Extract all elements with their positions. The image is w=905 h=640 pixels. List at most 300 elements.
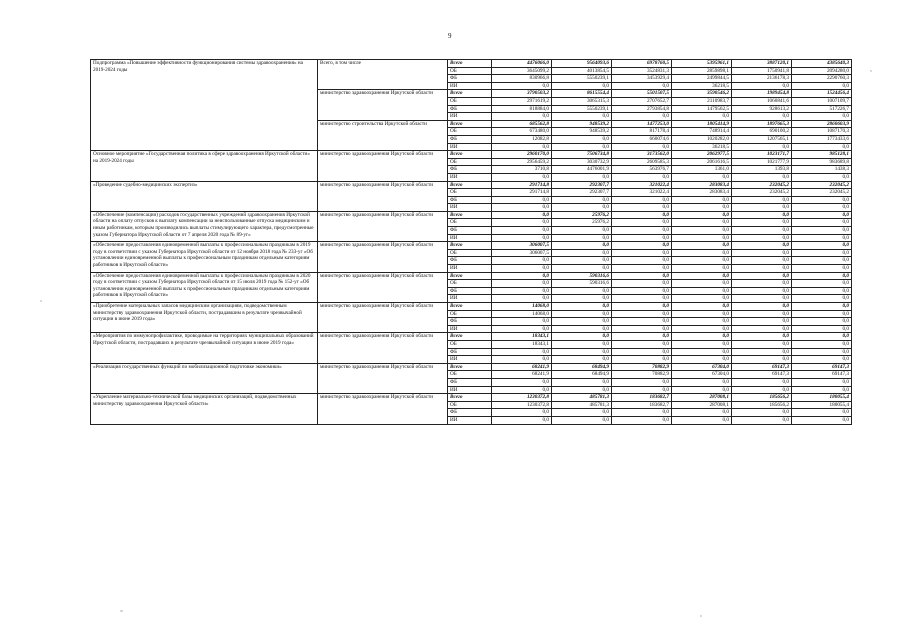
amount-cell: 0,0 — [552, 204, 612, 212]
amount-cell: 0,0 — [672, 295, 732, 303]
amount-cell: 0,0 — [612, 249, 672, 257]
amount-cell: 9564093,6 — [552, 60, 612, 68]
amount-cell: 0,0 — [612, 409, 672, 417]
amount-cell: 0,0 — [732, 113, 792, 121]
amount-cell: 185656,2 — [732, 401, 792, 409]
amount-cell: 0,0 — [792, 272, 852, 280]
amount-cell: 0,0 — [792, 249, 852, 257]
amount-cell: 0,0 — [552, 348, 612, 356]
amount-cell: 485781,3 — [552, 401, 612, 409]
amount-cell: 0,0 — [732, 325, 792, 333]
amount-cell: 0,0 — [492, 143, 552, 151]
amount-cell: 2956459,2 — [492, 158, 552, 166]
table-row — [91, 394, 852, 402]
amount-cell: 0,0 — [492, 287, 552, 295]
table-row — [91, 272, 852, 280]
scan-speck — [120, 610, 123, 612]
amount-cell: 36218,5 — [672, 143, 732, 151]
funding-source-cell: ОБ — [448, 340, 492, 348]
amount-cell: 0,0 — [672, 303, 732, 311]
amount-cell: 306007,5 — [492, 242, 552, 250]
funding-source-cell: ФБ — [448, 409, 492, 417]
program-name-cell: Основное мероприятие «Государственная политика в сфере здравоохранения Иркутской области» на 2019-2024 годы — [91, 151, 318, 181]
amount-cell: 1479562,5 — [672, 105, 732, 113]
amount-cell: 232045,2 — [792, 181, 852, 189]
funding-source-cell: ИИ — [448, 173, 492, 181]
funding-source-cell: Всего — [448, 272, 492, 280]
funding-source-cell: ФБ — [448, 105, 492, 113]
amount-cell: 0,0 — [552, 234, 612, 242]
amount-cell: 0,0 — [792, 295, 852, 303]
amount-cell: 983689,8 — [792, 158, 852, 166]
amount-cell: 0,0 — [492, 196, 552, 204]
program-name-cell: «Проведение судебно-медицинских экспертиз» — [91, 181, 318, 211]
amount-cell: 830966,8 — [492, 75, 552, 83]
amount-cell: 68241,9 — [492, 363, 552, 371]
amount-cell: 321022,4 — [612, 189, 672, 197]
executor-cell: министерство здравоохранения Иркутской области — [318, 272, 448, 302]
amount-cell: 0,0 — [552, 196, 612, 204]
amount-cell: 0,0 — [732, 173, 792, 181]
amount-cell: 0,0 — [672, 409, 732, 417]
amount-cell: 0,0 — [492, 82, 552, 90]
amount-cell: 2707652,7 — [612, 97, 672, 105]
amount-cell: 0,0 — [732, 196, 792, 204]
amount-cell: 0,0 — [732, 219, 792, 227]
amount-cell: 948539,2 — [552, 128, 612, 136]
funding-source-cell: ФБ — [448, 318, 492, 326]
amount-cell: 0,0 — [612, 143, 672, 151]
amount-cell: 0,0 — [612, 82, 672, 90]
amount-cell: 673480,0 — [492, 128, 552, 136]
amount-cell: 0,0 — [672, 348, 732, 356]
amount-cell: 2860603,9 — [792, 120, 852, 128]
amount-cell: 0,0 — [612, 318, 672, 326]
funding-source-cell: ИИ — [448, 143, 492, 151]
amount-cell: 7506734,8 — [552, 151, 612, 159]
amount-cell: 0,0 — [732, 204, 792, 212]
program-name-cell: «Обеспечение предоставления единовременной выплаты к профессиональным праздникам в 2020 году в соответствии с указом Губернатора Иркутской области от 15 июля 2019 года № 152-уг «Об установлении единовременной выплаты к профессиональным праздникам отдельным категориям работников в Иркутской области» — [91, 272, 318, 302]
amount-cell: 287008,1 — [672, 394, 732, 402]
executor-cell: министерство строительства Иркутской области — [318, 120, 448, 150]
amount-cell: 0,0 — [492, 234, 552, 242]
executor-cell: министерство здравоохранения Иркутской области — [318, 211, 448, 241]
amount-cell: 180055,4 — [792, 401, 852, 409]
funding-source-cell: ОБ — [448, 280, 492, 288]
amount-cell: 68494,9 — [552, 371, 612, 379]
amount-cell: 0,0 — [612, 242, 672, 250]
amount-cell: 3173562,0 — [612, 151, 672, 159]
amount-cell: 0,0 — [552, 325, 612, 333]
scan-speck — [870, 70, 872, 72]
program-name-cell: «Реализация государственных функций по мобилизационной подготовке экономики» — [91, 363, 318, 393]
amount-cell: 0,0 — [672, 257, 732, 265]
amount-cell: 5395961,1 — [672, 60, 732, 68]
amount-cell: 232045,2 — [732, 181, 792, 189]
program-name-cell: «Обеспечение предоставления единовременной выплаты к профессиональным праздникам в 2019 году в соответствии с указом Губернатора Иркутской области от 12 ноября 2018 года № 233-уг «Об установлении единовременной выплаты к профессиональным праздникам отдельным категориям работников в Иркутской области» — [91, 242, 318, 272]
amount-cell: 0,0 — [732, 356, 792, 364]
table-row — [91, 181, 852, 189]
funding-source-cell: ОБ — [448, 371, 492, 379]
amount-cell: 70882,9 — [612, 363, 672, 371]
funding-source-cell: Всего — [448, 151, 492, 159]
funding-source-cell: ОБ — [448, 401, 492, 409]
amount-cell: 3645099,2 — [492, 67, 552, 75]
program-name-cell: «Укрепление материально-технической базы медицинских организаций, подведомственных министерству здравоохранения Иркутской области» — [91, 394, 318, 424]
amount-cell: 1989454,8 — [732, 90, 792, 98]
executor-cell: министерство здравоохранения Иркутской области — [318, 90, 448, 120]
amount-cell: 0,0 — [792, 333, 852, 341]
executor-cell: министерство здравоохранения Иркутской области — [318, 151, 448, 181]
amount-cell: 36218,5 — [672, 82, 732, 90]
amount-cell: 0,0 — [732, 211, 792, 219]
amount-cell: 0,0 — [792, 257, 852, 265]
amount-cell: 0,0 — [552, 416, 612, 424]
amount-cell: 69147,3 — [732, 363, 792, 371]
table-row — [91, 333, 852, 341]
funding-source-cell: ОБ — [448, 189, 492, 197]
amount-cell: 0,0 — [672, 265, 732, 273]
executor-cell: Всего, в том числе — [318, 60, 448, 90]
amount-cell: 2499844,5 — [672, 75, 732, 83]
amount-cell: 0,0 — [792, 303, 852, 311]
amount-cell: 14068,0 — [492, 310, 552, 318]
executor-cell: министерство здравоохранения Иркутской области — [318, 181, 448, 211]
amount-cell: 0,0 — [732, 280, 792, 288]
amount-cell: 0,0 — [672, 340, 732, 348]
amount-cell: 0,0 — [792, 211, 852, 219]
amount-cell: 0,0 — [792, 416, 852, 424]
amount-cell: 0,0 — [492, 173, 552, 181]
amount-cell: 0,0 — [612, 325, 672, 333]
amount-cell: 0,0 — [612, 287, 672, 295]
amount-cell: 1773433,6 — [792, 135, 852, 143]
amount-cell: 0,0 — [792, 234, 852, 242]
amount-cell: 563976,7 — [612, 166, 672, 174]
amount-cell: 4385640,3 — [792, 60, 852, 68]
executor-cell: министерство здравоохранения Иркутской области — [318, 303, 448, 333]
amount-cell: 817178,4 — [612, 128, 672, 136]
table-row — [91, 60, 852, 68]
amount-cell: 291714,8 — [492, 181, 552, 189]
executor-cell: министерство здравоохранения Иркутской области — [318, 242, 448, 272]
amount-cell: 0,0 — [492, 227, 552, 235]
funding-source-cell: Всего — [448, 303, 492, 311]
amount-cell: 292307,7 — [552, 189, 612, 197]
amount-cell: 0,0 — [732, 227, 792, 235]
amount-cell: 0,0 — [552, 265, 612, 273]
funding-source-cell: Всего — [448, 363, 492, 371]
amount-cell: 1020282,0 — [672, 135, 732, 143]
funding-source-cell: ИИ — [448, 113, 492, 121]
amount-cell: 0,0 — [492, 211, 552, 219]
amount-cell: 0,0 — [552, 135, 612, 143]
funding-source-cell: Всего — [448, 333, 492, 341]
amount-cell: 1750941,8 — [732, 67, 792, 75]
amount-cell: 1230372,8 — [492, 394, 552, 402]
amount-cell: 0,0 — [492, 257, 552, 265]
amount-cell: 0,0 — [672, 310, 732, 318]
amount-cell: 818884,0 — [492, 105, 552, 113]
funding-source-cell: ФБ — [448, 378, 492, 386]
funding-source-cell: ОБ — [448, 128, 492, 136]
amount-cell: 0,0 — [612, 303, 672, 311]
amount-cell: 0,0 — [552, 143, 612, 151]
program-name-cell: «Мероприятия по иммунопрофилактике, проводимые на территориях муниципальных образований Иркутской области, пострадавших в результате чрезвычайной ситуации в июне 2019 года» — [91, 333, 318, 363]
amount-cell: 3065315,3 — [552, 97, 612, 105]
amount-cell: 0,0 — [612, 173, 672, 181]
table-row — [91, 211, 852, 219]
amount-cell: 283083,4 — [672, 189, 732, 197]
amount-cell: 0,0 — [552, 82, 612, 90]
amount-cell: 69147,3 — [792, 363, 852, 371]
budget-table-body — [91, 60, 852, 425]
funding-source-cell: ИИ — [448, 234, 492, 242]
amount-cell: 0,0 — [672, 356, 732, 364]
table-row — [91, 242, 852, 250]
amount-cell: 2094280,0 — [792, 67, 852, 75]
amount-cell: 0,0 — [732, 386, 792, 394]
executor-cell: министерство здравоохранения Иркутской области — [318, 363, 448, 393]
amount-cell: 0,0 — [672, 113, 732, 121]
amount-cell: 14068,0 — [492, 303, 552, 311]
funding-source-cell: ФБ — [448, 166, 492, 174]
amount-cell: 67304,0 — [672, 371, 732, 379]
amount-cell: 306007,5 — [492, 249, 552, 257]
amount-cell: 0,0 — [492, 295, 552, 303]
amount-cell: 1230372,8 — [492, 401, 552, 409]
funding-source-cell: ОБ — [448, 249, 492, 257]
amount-cell: 232045,2 — [792, 189, 852, 197]
amount-cell: 8615554,4 — [552, 90, 612, 98]
amount-cell: 1087170,3 — [792, 128, 852, 136]
amount-cell: 0,0 — [732, 409, 792, 417]
amount-cell: 0,0 — [612, 196, 672, 204]
amount-cell: 0,0 — [552, 310, 612, 318]
amount-cell: 18343,1 — [492, 333, 552, 341]
table-row — [91, 363, 852, 371]
scan-speck — [40, 300, 42, 302]
amount-cell: 69147,3 — [732, 371, 792, 379]
amount-cell: 590316,6 — [552, 280, 612, 288]
amount-cell: 0,0 — [732, 265, 792, 273]
amount-cell: 0,0 — [552, 409, 612, 417]
amount-cell: 25976,2 — [552, 211, 612, 219]
amount-cell: 2136178,3 — [732, 75, 792, 83]
amount-cell: 2609585,3 — [612, 158, 672, 166]
amount-cell: 0,0 — [552, 242, 612, 250]
amount-cell: 0,0 — [492, 113, 552, 121]
amount-cell: 5550239,1 — [552, 75, 612, 83]
amount-cell: 0,0 — [792, 378, 852, 386]
amount-cell: 0,0 — [732, 416, 792, 424]
amount-cell: 291714,8 — [492, 189, 552, 197]
amount-cell: 0,0 — [792, 280, 852, 288]
amount-cell: 0,0 — [492, 356, 552, 364]
amount-cell: 0,0 — [612, 257, 672, 265]
table-row — [91, 303, 852, 311]
amount-cell: 0,0 — [792, 143, 852, 151]
amount-cell: 0,0 — [552, 249, 612, 257]
amount-cell: 0,0 — [672, 249, 732, 257]
amount-cell: 0,0 — [552, 303, 612, 311]
amount-cell: 0,0 — [672, 173, 732, 181]
amount-cell: 183682,7 — [612, 394, 672, 402]
amount-cell: 0,0 — [732, 310, 792, 318]
program-name-cell: «Обеспечение (компенсации) расходов государственных учреждений здравоохранения Иркутской области на оплату отпусков к выплату компенсации за неиспользованные отпуска медицинским и иным работникам, которым производились выплаты стимулирующего характера, предусмотренные указом Губернатора Иркутской области от 7 апреля 2020 года № 89-уг» — [91, 211, 318, 241]
amount-cell: 0,0 — [492, 272, 552, 280]
amount-cell: 2793854,8 — [612, 105, 672, 113]
amount-cell: 0,0 — [552, 378, 612, 386]
amount-cell: 0,0 — [492, 265, 552, 273]
funding-source-cell: ОБ — [448, 310, 492, 318]
amount-cell: 0,0 — [732, 272, 792, 280]
funding-source-cell: ИИ — [448, 295, 492, 303]
funding-source-cell: Всего — [448, 60, 492, 68]
amount-cell: 1805414,9 — [672, 120, 732, 128]
amount-cell: 1393,8 — [732, 166, 792, 174]
amount-cell: 0,0 — [792, 242, 852, 250]
amount-cell: 0,0 — [732, 287, 792, 295]
amount-cell: 0,0 — [552, 318, 612, 326]
amount-cell: 0,0 — [492, 325, 552, 333]
funding-source-cell: ФБ — [448, 257, 492, 265]
amount-cell: 0,0 — [612, 340, 672, 348]
executor-cell: министерство здравоохранения Иркутской области — [318, 333, 448, 363]
amount-cell: 0,0 — [672, 386, 732, 394]
amount-cell: 0,0 — [612, 356, 672, 364]
amount-cell: 2062977,5 — [672, 151, 732, 159]
funding-source-cell: ИИ — [448, 386, 492, 394]
amount-cell: 517226,7 — [792, 105, 852, 113]
funding-source-cell: ФБ — [448, 287, 492, 295]
amount-cell: 0,0 — [492, 409, 552, 417]
amount-cell: 0,0 — [552, 333, 612, 341]
amount-cell: 0,0 — [732, 333, 792, 341]
funding-source-cell: ИИ — [448, 82, 492, 90]
funding-source-cell: ФБ — [448, 75, 492, 83]
amount-cell: 590316,6 — [552, 272, 612, 280]
amount-cell: 70882,9 — [612, 371, 672, 379]
program-name-cell: «Приобретение материальных запасов медицинским организациям, подведомственным министерству здравоохранения Иркутской области, пострадавшим в результате чрезвычайной ситуации в июне 2019 года» — [91, 303, 318, 333]
amount-cell: 3453929,4 — [612, 75, 672, 83]
amount-cell: 0,0 — [672, 196, 732, 204]
amount-cell: 0,0 — [672, 227, 732, 235]
funding-source-cell: ОБ — [448, 97, 492, 105]
amount-cell: 67304,0 — [672, 363, 732, 371]
amount-cell: 0,0 — [792, 340, 852, 348]
amount-cell: 0,0 — [492, 386, 552, 394]
amount-cell: 0,0 — [792, 113, 852, 121]
funding-source-cell: ИИ — [448, 356, 492, 364]
amount-cell: 2061616,5 — [672, 158, 732, 166]
funding-source-cell: Всего — [448, 120, 492, 128]
amount-cell: 0,0 — [732, 234, 792, 242]
amount-cell: 180055,4 — [792, 394, 852, 402]
amount-cell: 0,0 — [792, 82, 852, 90]
funding-source-cell: ИИ — [448, 265, 492, 273]
amount-cell: 0,0 — [732, 242, 792, 250]
amount-cell: 0,0 — [612, 113, 672, 121]
amount-cell: 0,0 — [612, 234, 672, 242]
amount-cell: 232045,2 — [732, 189, 792, 197]
amount-cell: 0,0 — [672, 287, 732, 295]
amount-cell: 1524456,4 — [792, 90, 852, 98]
amount-cell: 1207565,1 — [732, 135, 792, 143]
executor-cell: министерство здравоохранения Иркутской области — [318, 394, 448, 424]
amount-cell: 0,0 — [612, 227, 672, 235]
budget-table — [90, 59, 852, 425]
amount-cell: 0,0 — [552, 173, 612, 181]
amount-cell: 287008,1 — [672, 401, 732, 409]
amount-cell: 0,0 — [492, 219, 552, 227]
amount-cell: 0,0 — [612, 378, 672, 386]
amount-cell: 68494,9 — [552, 363, 612, 371]
amount-cell: 0,0 — [672, 204, 732, 212]
amount-cell: 5550239,1 — [552, 105, 612, 113]
amount-cell: 2859898,1 — [672, 67, 732, 75]
amount-cell: 12082,8 — [492, 135, 552, 143]
amount-cell: 1060841,6 — [732, 97, 792, 105]
amount-cell: 660074,6 — [612, 135, 672, 143]
amount-cell: 3887120,1 — [732, 60, 792, 68]
amount-cell: 0,0 — [732, 82, 792, 90]
amount-cell: 0,0 — [612, 211, 672, 219]
table-row — [91, 151, 852, 159]
amount-cell: 0,0 — [612, 219, 672, 227]
amount-cell: 0,0 — [672, 325, 732, 333]
amount-cell: 0,0 — [552, 295, 612, 303]
amount-cell: 1438,3 — [792, 166, 852, 174]
amount-cell: 1007109,7 — [792, 97, 852, 105]
amount-cell: 0,0 — [732, 257, 792, 265]
amount-cell: 0,0 — [672, 333, 732, 341]
amount-cell: 0,0 — [732, 318, 792, 326]
amount-cell: 0,0 — [492, 318, 552, 326]
amount-cell: 0,0 — [552, 257, 612, 265]
amount-cell: 69147,3 — [792, 371, 852, 379]
amount-cell: 0,0 — [552, 113, 612, 121]
amount-cell: 292307,7 — [552, 181, 612, 189]
funding-source-cell: Всего — [448, 394, 492, 402]
amount-cell: 3030732,9 — [552, 158, 612, 166]
amount-cell: 690100,2 — [732, 128, 792, 136]
amount-cell: 0,0 — [732, 303, 792, 311]
amount-cell: 0,0 — [492, 204, 552, 212]
amount-cell: 2960170,0 — [492, 151, 552, 159]
amount-cell: 4476001,9 — [552, 166, 612, 174]
amount-cell: 0,0 — [672, 219, 732, 227]
amount-cell: 4013854,5 — [552, 67, 612, 75]
funding-source-cell: ОБ — [448, 219, 492, 227]
amount-cell: 0,0 — [612, 265, 672, 273]
amount-cell: 3524831,3 — [612, 67, 672, 75]
amount-cell: 6978760,5 — [612, 60, 672, 68]
amount-cell: 1023171,7 — [732, 151, 792, 159]
amount-cell: 0,0 — [552, 356, 612, 364]
amount-cell: 985128,1 — [792, 151, 852, 159]
amount-cell: 0,0 — [792, 318, 852, 326]
amount-cell: 0,0 — [492, 378, 552, 386]
program-name-cell: Подпрограмма «Повышение эффективности функционирования системы здравоохранения» на 2019-2024 годы — [91, 60, 318, 151]
amount-cell: 0,0 — [732, 249, 792, 257]
amount-cell: 0,0 — [672, 234, 732, 242]
amount-cell: 68241,9 — [492, 371, 552, 379]
funding-source-cell: Всего — [448, 211, 492, 219]
amount-cell: 0,0 — [732, 340, 792, 348]
amount-cell: 0,0 — [672, 211, 732, 219]
amount-cell: 1361,0 — [672, 166, 732, 174]
